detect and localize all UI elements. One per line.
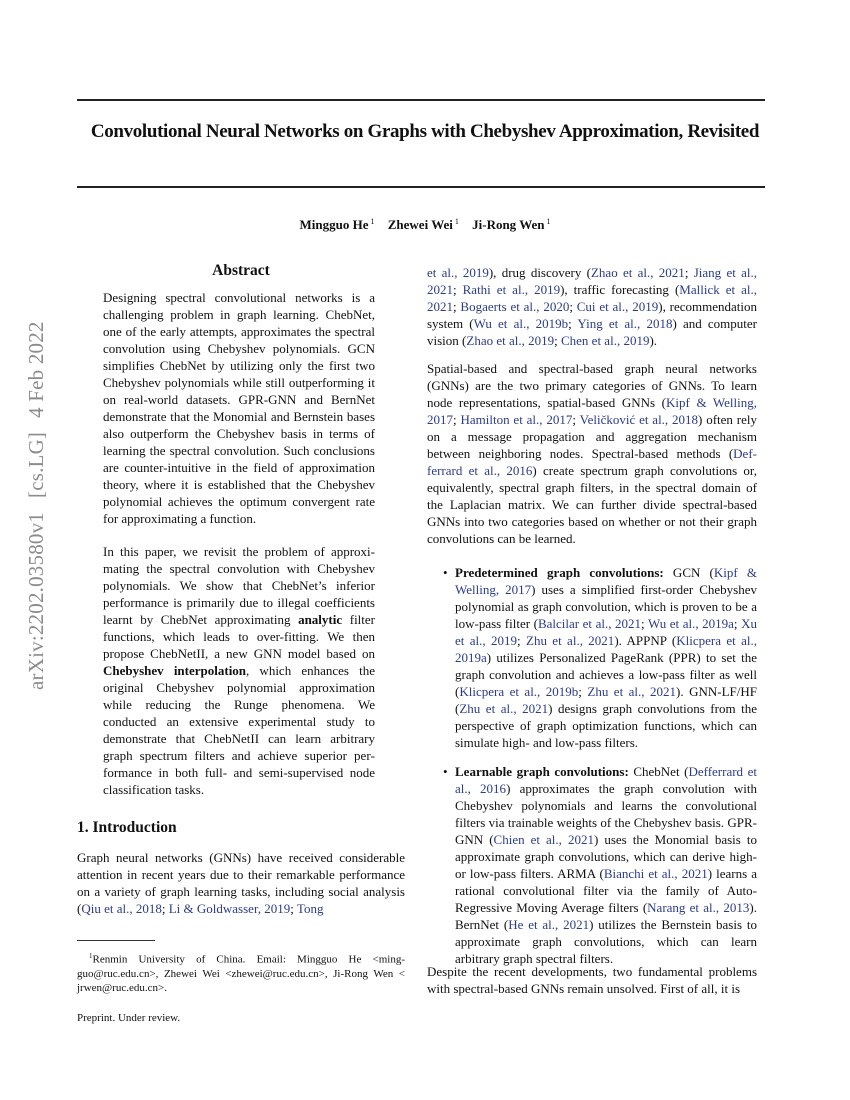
citation-link[interactable]: Zhu et al., 2021	[587, 684, 677, 699]
citation-link[interactable]: Li & Goldwasser, 2019	[168, 901, 291, 916]
body-text: ) create spectrum graph convolutions or, equivalently, spectral graph filters, in the spectral domain of the Laplacian matrix. We can further divide spectral-based GNNs into two categories based on whether or not their graph convolutions can be learned.	[427, 463, 757, 546]
body-text: ;	[578, 684, 588, 699]
bold-text: Predetermined graph convolutions:	[455, 565, 664, 580]
body-text: Despite the recent developments, two fundamental problems with spectral-based GNNs remain unsolved. First of all, it is	[427, 964, 757, 996]
body-text: GCN (	[663, 565, 714, 580]
body-text: ) approximates the graph convolution with Chebyshev polynomials and learns the convolutional filters via trainable weights of the Chebyshev basis. GPR-GNN (	[455, 781, 757, 847]
arxiv-category: [cs.LG]	[24, 431, 48, 498]
citation-link[interactable]: Qiu et al., 2018	[81, 901, 162, 916]
intro-paragraph	[427, 264, 757, 349]
body-text: ChebNet (	[628, 764, 689, 779]
body-text: ;	[453, 299, 461, 314]
citation-link[interactable]: Jiang et al., 2021	[427, 265, 757, 297]
body-text: ;	[453, 282, 463, 297]
footnote: $^1$Renmin University of China. Email: Mingguo He <mingguo@ruc.edu.cn>, Zhewei Wei <zhewei@ruc.edu.cn>, Ji-Rong Wen < jrwen@ruc.edu.cn>.	[77, 952, 405, 994]
citation-link[interactable]: Veličković et al., 2018	[579, 412, 699, 427]
bold-text: Learnable graph convolutions:	[455, 764, 629, 779]
body-text: ;	[569, 299, 577, 314]
citation-link[interactable]: Zhao et al., 2021	[590, 265, 685, 280]
body-text: ). GNN-LF/HF (	[455, 684, 757, 716]
citation-link[interactable]: Zhao et al., 2019	[466, 333, 555, 348]
body-text: ;	[554, 333, 561, 348]
citation-link[interactable]: Wu et al., 2019a	[647, 616, 734, 631]
bold-text: Chebyshev interpolation	[103, 663, 247, 678]
citation-link[interactable]: Cui et al., 2019	[576, 299, 659, 314]
author: Ji-Rong Wen $^1$	[472, 217, 551, 233]
arxiv-date: 4 Feb 2022	[24, 321, 48, 418]
intro-paragraph	[427, 360, 757, 547]
citation-link[interactable]: Kipf & Welling, 2017	[455, 565, 758, 597]
paper-title: Convolutional Neural Networks on Graphs with Chebyshev Approximation, Revisited	[90, 121, 760, 142]
citation-link[interactable]: Chien et al., 2021	[493, 832, 594, 847]
preprint-note: Preprint. Under review.	[77, 1012, 181, 1024]
citation-link[interactable]: Ying et al., 2018	[577, 316, 673, 331]
title-bottom-rule	[77, 186, 765, 188]
body-text: Designing spectral convolutional networks is a challenging problem in graph learning. ChebNet, one of the early attempts, approximates the spectral convolution using Chebyshev polynomials. GCN simplifies ChebNet by utilizing only the first two Chebyshev polynomials while still outperforming it on real-world datasets. GPR-GNN and BernNet demonstrate that the Monomial and Bernstein bases also outperform the Chebyshev basis in terms of learning the spectral convolution. Such conclusions are counter-intuitive in the field of approximation theory, where it is established that the Chebyshev polynomial achieves the optimum convergent rate for approximating a function.	[103, 290, 375, 526]
body-text: ) and computer vision (	[427, 316, 757, 348]
body-text: ). APPNP (	[614, 633, 677, 648]
abstract-paragraph	[103, 289, 375, 527]
body-text: ;	[733, 616, 742, 631]
body-text: ;	[568, 316, 578, 331]
body-text: ) often rely on a message propagation and aggregation mechanism between neighboring nodes. Spectral-based methods (	[427, 412, 757, 461]
body-text: ) utilizes Personalized PageRank (PPR) to set the graph convolution and achieves a low-pass filter as well (	[455, 650, 757, 699]
bullet-item	[455, 763, 757, 967]
bullet-item	[455, 564, 757, 751]
body-text: ) uses the Monomial basis to approximate graph convolutions, which can derive high- or low-pass filters. ARMA (	[455, 832, 757, 881]
body-text: ), traffic forecasting (	[560, 282, 680, 297]
citation-link[interactable]: Bianchi et al., 2021	[603, 866, 708, 881]
body-text: ;	[641, 616, 648, 631]
citation-link[interactable]: Klicpera et al., 2019b	[459, 684, 579, 699]
arxiv-stamp	[24, 307, 49, 690]
body-text: ), recommendation system (	[427, 299, 757, 331]
body-text: ;	[453, 412, 461, 427]
bold-text: analytic	[298, 612, 343, 627]
body-text: filter functions, which leads to over-fitting. We then propose ChebNetII, a new GNN model based on	[103, 612, 375, 661]
citation-link[interactable]: Tong	[296, 901, 324, 916]
citation-link[interactable]: Defferrard et al., 2016	[455, 764, 757, 796]
body-text: ;	[684, 265, 694, 280]
author-list	[0, 217, 850, 233]
citation-link[interactable]: Balcilar et al., 2021	[537, 616, 642, 631]
citation-link[interactable]: Rathi et al., 2019	[462, 282, 561, 297]
bullet-icon: •	[443, 565, 448, 580]
citation-link[interactable]: et al., 2019	[427, 265, 489, 280]
body-text: ;	[290, 901, 297, 916]
footnote-rule	[77, 940, 155, 941]
body-text: , which enhances the original Chebyshev polynomial approximation while reducing the Runge phenomena. We conducted an extensive experimental study to demonstrate that ChebNetII can learn arbitrary graph spectrum filters and achieve superior performance in both full- and semi-supervised node classification tasks.	[103, 663, 375, 797]
introduction-heading: 1. Introduction	[77, 819, 177, 836]
citation-link[interactable]: Bogaerts et al., 2020	[460, 299, 570, 314]
body-text: Graph neural networks (GNNs) have received considerable attention in recent years due to their remarkable performance on a variety of graph learning tasks, including social analysis (	[77, 850, 405, 916]
citation-link[interactable]: Xu et al., 2019	[455, 616, 757, 648]
citation-link[interactable]: Narang et al., 2013	[647, 900, 750, 915]
abstract-paragraph	[103, 543, 375, 798]
citation-link[interactable]: He et al., 2021	[508, 917, 590, 932]
body-text: Spatial-based and spectral-based graph neural networks (GNNs) are the two primary categories of GNNs. To learn node representations, spatial-based GNNs (	[427, 361, 757, 410]
body-text: ;	[572, 412, 580, 427]
citation-link[interactable]: Mallick et al., 2021	[427, 282, 757, 314]
citation-link[interactable]: Chen et al., 2019	[560, 333, 650, 348]
title-top-rule	[77, 99, 765, 101]
body-text: ) learns a rational convolutional filter via the family of Auto-Regressive Moving Average filters (	[455, 866, 758, 915]
citation-link[interactable]: Hamilton et al., 2017	[460, 412, 573, 427]
intro-paragraph	[427, 963, 757, 997]
body-text: ) uses a simplified first-order Chebyshev polynomial as graph convolution, which is proven to be a low-pass filter (	[455, 582, 757, 631]
author: Mingguo He $^1$	[299, 217, 375, 233]
intro-paragraph	[77, 849, 405, 917]
body-text: ). BernNet (	[455, 900, 757, 932]
body-text: ;	[517, 633, 526, 648]
body-text: In this paper, we revisit the problem of approximating the spectral convolution with Chebyshev polynomials. We show that ChebNet’s inferior performance is primarily due to illegal coefficients learnt by ChebNet approximating	[103, 544, 375, 627]
body-text: ) utilizes the Bernstein basis to approximate graph convolutions, which can learn arbitrary graph spectral filters.	[455, 917, 757, 966]
citation-link[interactable]: Kipf & Welling, 2017	[427, 395, 757, 427]
citation-link[interactable]: Klicpera et al., 2019a	[455, 633, 757, 665]
body-text: ), drug discovery (	[488, 265, 591, 280]
arxiv-id: arXiv:2202.03580v1	[24, 512, 48, 690]
body-text: ;	[161, 901, 169, 916]
citation-link[interactable]: Zhu et al., 2021	[526, 633, 615, 648]
abstract-heading: Abstract	[212, 262, 270, 279]
citation-link[interactable]: Wu et al., 2019b	[473, 316, 569, 331]
body-text: ) designs graph convolutions from the perspective of graph optimization functions, which can simulate high- and low-pass filters.	[455, 701, 757, 750]
bullet-icon: •	[443, 764, 448, 779]
citation-link[interactable]: Zhu et al., 2021	[459, 701, 549, 716]
author: Zhewei Wei $^1$	[387, 217, 459, 233]
body-text: ).	[649, 333, 658, 348]
citation-link[interactable]: Defferrard et al., 2016	[427, 446, 757, 478]
